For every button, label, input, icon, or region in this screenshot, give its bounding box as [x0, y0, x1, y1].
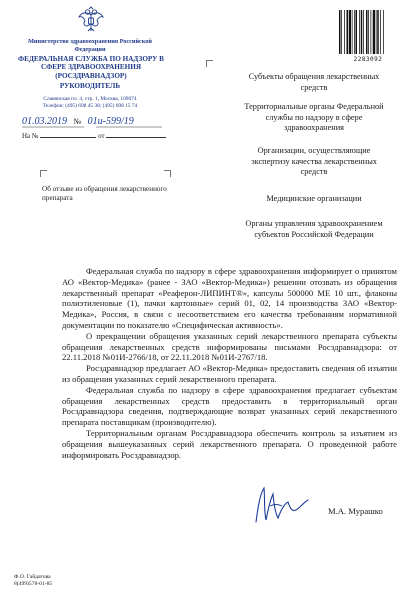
ref-date-blank [106, 130, 166, 138]
handwritten-date: 01.03.2019 [22, 116, 67, 127]
body-paragraph: О прекращении обращения указанных серий лекарственного препарата субъекты обращения лекарственных средств информированы письмами Росздравнадзора: от 22.11.2018 №01И-2766/18, от 22.11.2018 №01И-2767/18. [62, 330, 397, 363]
ministry-name: Министерство здравоохранения Российской Федерации [28, 38, 152, 53]
barcode-number: 2283092 [353, 56, 383, 63]
letter-body [62, 266, 397, 460]
barcode-icon [338, 10, 398, 58]
service-name: ФЕДЕРАЛЬНАЯ СЛУЖБА ПО НАДЗОРУ В СФЕРЕ ЗДРАВООХРАНЕНИЯ (РОСЗДРАВНАДЗОР) [18, 55, 164, 80]
letter-subject: Об отзыве из обращения лекарственного препарата [42, 185, 167, 202]
body-paragraph: Территориальным органам Росздравнадзора обеспечить контроль за изъятием из обращения вышеуказанных серий лекарственного препарата. О проведенной работе информировать Росздравнадзор. [62, 427, 397, 460]
recipient-1: Субъекты обращения лекарственных средств [248, 72, 380, 92]
signature-icon [248, 482, 318, 526]
executor-name: Ф.О. Гайдатова [14, 574, 51, 580]
date-underline [22, 126, 162, 129]
body-paragraph: Федеральная служба по надзору в сфере здравоохранения предлагает субъектам обращения лекарственных средств предоставить в территориальный орган Росздравнадзора сведения, подтверждающие возврат указанных серий лекарственного препарата поставщикам (производителю). [62, 384, 397, 428]
recipient-5: Органы управления здравоохранением субъектов Российской Федерации [245, 219, 383, 239]
ref-number-blank [40, 130, 96, 138]
corner-mark [206, 60, 213, 67]
body-paragraph: Федеральная служба по надзору в сфере здравоохранения информирует о принятом АО «Вектор-Медика» (ранее - ЗАО «Вектор-Медика») решении отозвать из обращения лекарственный препарат «Реаферон-ЛИПИНТ®», капсулы 500000 МЕ 10 шт., флаконы полиэтиленовые (1), пачки картонные» серий 01, 02, 14 производства ЗАО «Вектор-Медика», Россия, в связи с несоответствием его качества требованиям нормативной документации по показателю «Специфическая активность». [62, 266, 397, 330]
corner-mark [164, 170, 171, 177]
executor-phone: 8(499)578-01-85 [14, 581, 53, 587]
handwritten-number: 01и-599/19 [87, 116, 134, 127]
address-block [20, 96, 160, 110]
body-paragraph: Росздравнадзор предлагает АО «Вектор-Медика» предоставить сведения об изъятии из обращения указанных серий лекарственного препарата. [62, 363, 397, 384]
reference-line [22, 130, 166, 140]
number-prefix: № [73, 117, 82, 126]
recipient-4: Медицинские организации [266, 194, 362, 203]
coat-of-arms-icon [76, 6, 106, 36]
ref-prefix: На № [22, 132, 39, 140]
signatory-name: М.А. Мурашко [328, 506, 383, 516]
address: Славянская пл. 4, стр. 1, Москва, 109074 [43, 96, 137, 102]
corner-mark [40, 170, 47, 177]
ref-from: от [98, 132, 105, 140]
executor-block [14, 574, 52, 588]
head-title: РУКОВОДИТЕЛЬ [59, 82, 121, 90]
phone: Телефон: (495) 698 45 38; (495) 698 15 74 [42, 103, 138, 109]
recipient-2: Территориальные органы Федеральной службы по надзору в сфере здравоохранения [244, 102, 384, 132]
recipient-3: Организации, осуществляющие экспертизу качества лекарственных средств [251, 146, 377, 176]
